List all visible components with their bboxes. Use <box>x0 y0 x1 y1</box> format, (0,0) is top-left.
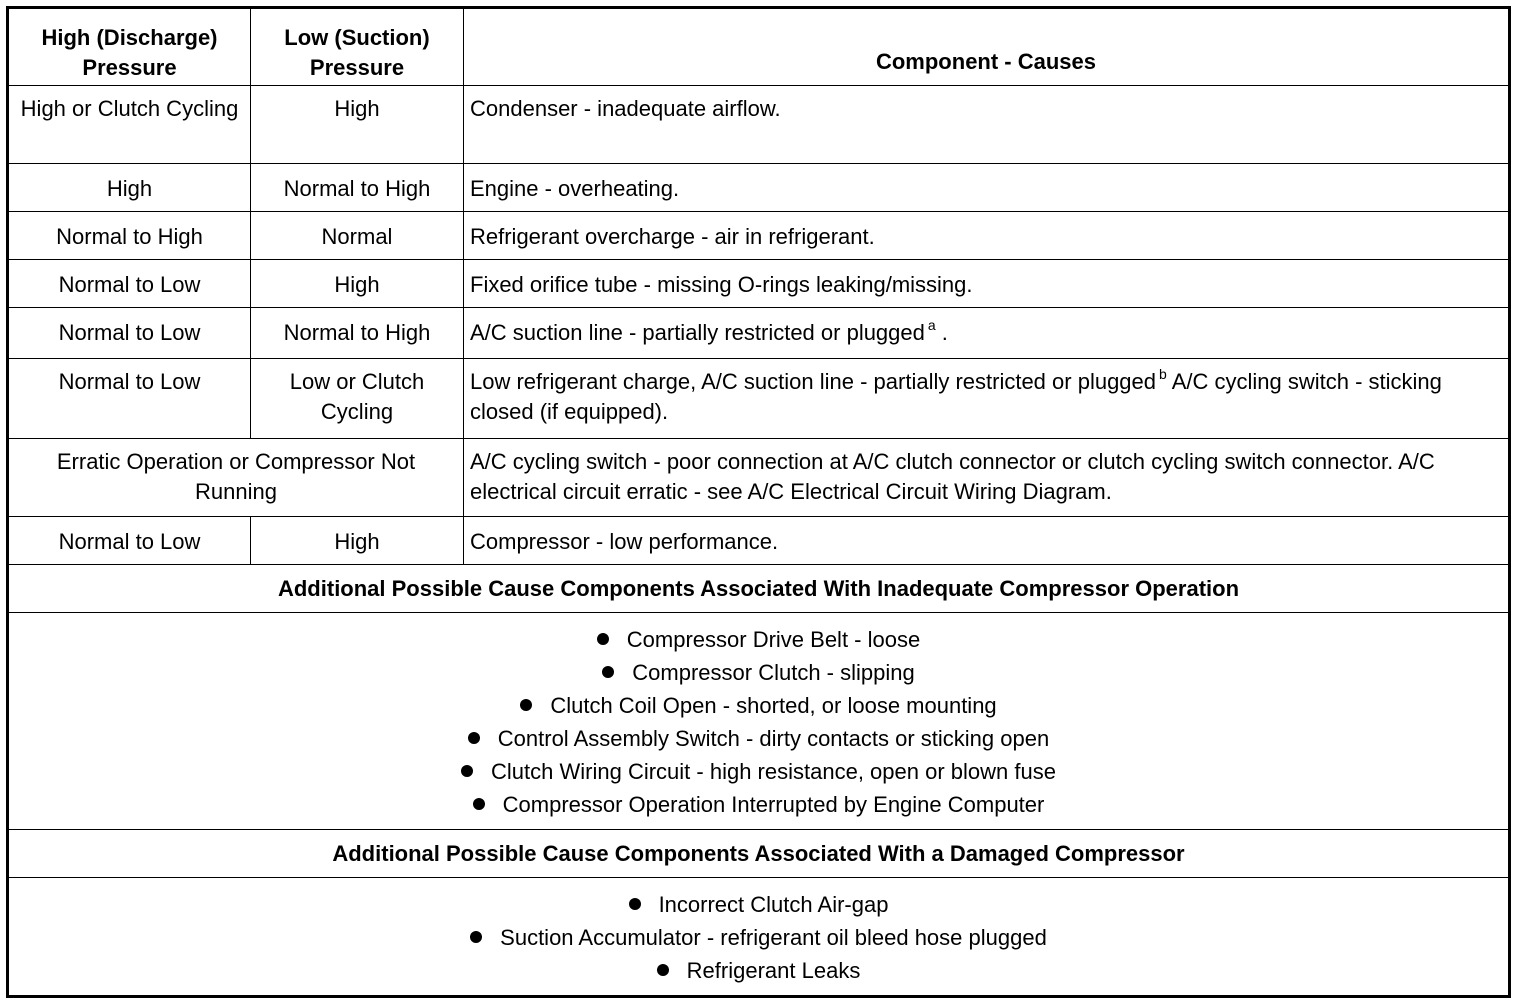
cause-cell <box>464 359 1510 439</box>
bullet-list-row <box>8 613 1510 830</box>
cause-cell: Fixed orifice tube - missing O-rings leaking/missing. <box>464 260 1510 308</box>
section-header-row <box>8 565 1510 613</box>
causes-header: Component - Causes <box>464 8 1510 86</box>
bullet-icon <box>602 666 614 678</box>
list-item-text: Suction Accumulator - refrigerant oil bleed hose plugged <box>500 925 1047 950</box>
bullet-icon <box>468 732 480 744</box>
section-title: Additional Possible Cause Components Associated With a Damaged Compressor <box>8 830 1510 878</box>
list-item-text: Refrigerant Leaks <box>686 958 861 983</box>
bullet-icon <box>657 964 669 976</box>
cause-cell: Engine - overheating. <box>464 164 1510 212</box>
low-cell: High <box>251 86 464 164</box>
section-header-row <box>8 830 1510 878</box>
table-row <box>8 308 1510 359</box>
list-item <box>15 788 1502 821</box>
cause-text-end: A/C cycling switch - sticking closed (if equipped). <box>470 369 1442 424</box>
section-title: Additional Possible Cause Components Associated With Inadequate Compressor Operation <box>8 565 1510 613</box>
bullet-icon <box>473 798 485 810</box>
high-cell: Normal to Low <box>8 359 251 439</box>
low-pressure-header: Low (Suction) Pressure <box>251 8 464 86</box>
bullet-icon <box>461 765 473 777</box>
list-item <box>15 656 1502 689</box>
list-item-text: Clutch Coil Open - shorted, or loose mounting <box>550 693 997 718</box>
list-item <box>15 722 1502 755</box>
list-item-text: Compressor Drive Belt - loose <box>626 627 921 652</box>
low-cell: Low or Clutch Cycling <box>251 359 464 439</box>
list-item-text: Incorrect Clutch Air-gap <box>658 892 889 917</box>
table-row <box>8 86 1510 164</box>
footnote-marker: b <box>1159 366 1167 382</box>
bullet-icon <box>470 931 482 943</box>
bullet-list <box>8 878 1510 997</box>
table-row <box>8 517 1510 565</box>
list-item <box>15 921 1502 954</box>
cause-text: Low refrigerant charge, A/C suction line - partially restricted or plugged <box>470 369 1157 394</box>
table-row <box>8 164 1510 212</box>
high-cell: High <box>8 164 251 212</box>
footnote-marker: a <box>927 317 936 333</box>
bullet-list-row <box>8 878 1510 997</box>
cause-cell <box>464 308 1510 359</box>
header-row <box>8 8 1510 86</box>
table-row <box>8 359 1510 439</box>
low-cell: Normal to High <box>251 308 464 359</box>
list-item <box>15 888 1502 921</box>
cause-cell: Compressor - low performance. <box>464 517 1510 565</box>
bullet-icon <box>520 699 532 711</box>
cause-cell: Refrigerant overcharge - air in refrigerant. <box>464 212 1510 260</box>
list-item-text: Compressor Operation Interrupted by Engine Computer <box>502 792 1045 817</box>
high-cell: Normal to High <box>8 212 251 260</box>
table-row <box>8 260 1510 308</box>
table-row <box>8 212 1510 260</box>
low-cell: High <box>251 517 464 565</box>
list-item-text: Compressor Clutch - slipping <box>632 660 915 685</box>
cause-cell: Condenser - inadequate airflow. <box>464 86 1510 164</box>
bullet-icon <box>629 898 641 910</box>
bullet-list <box>8 613 1510 830</box>
list-item <box>15 623 1502 656</box>
cause-cell: A/C cycling switch - poor connection at A/C clutch connector or clutch cycling switch connector. A/C electrical circuit erratic - see A/C Electrical Circuit Wiring Diagram. <box>464 439 1510 517</box>
bullet-icon <box>597 633 609 645</box>
list-item <box>15 689 1502 722</box>
list-item-text: Control Assembly Switch - dirty contacts or sticking open <box>497 726 1050 751</box>
list-item <box>15 755 1502 788</box>
high-cell: High or Clutch Cycling <box>8 86 251 164</box>
high-cell: Normal to Low <box>8 308 251 359</box>
high-cell: Normal to Low <box>8 517 251 565</box>
low-cell: Normal <box>251 212 464 260</box>
merged-condition-cell: Erratic Operation or Compressor Not Running <box>8 439 464 517</box>
low-cell: Normal to High <box>251 164 464 212</box>
diagnostic-table <box>6 6 1511 998</box>
high-pressure-header: High (Discharge) Pressure <box>8 8 251 86</box>
low-cell: High <box>251 260 464 308</box>
cause-text: A/C suction line - partially restricted or plugged <box>470 320 925 345</box>
cause-text-end: . <box>935 320 948 345</box>
high-cell: Normal to Low <box>8 260 251 308</box>
table-row <box>8 439 1510 517</box>
list-item-text: Clutch Wiring Circuit - high resistance, open or blown fuse <box>491 759 1056 784</box>
list-item <box>15 954 1502 987</box>
